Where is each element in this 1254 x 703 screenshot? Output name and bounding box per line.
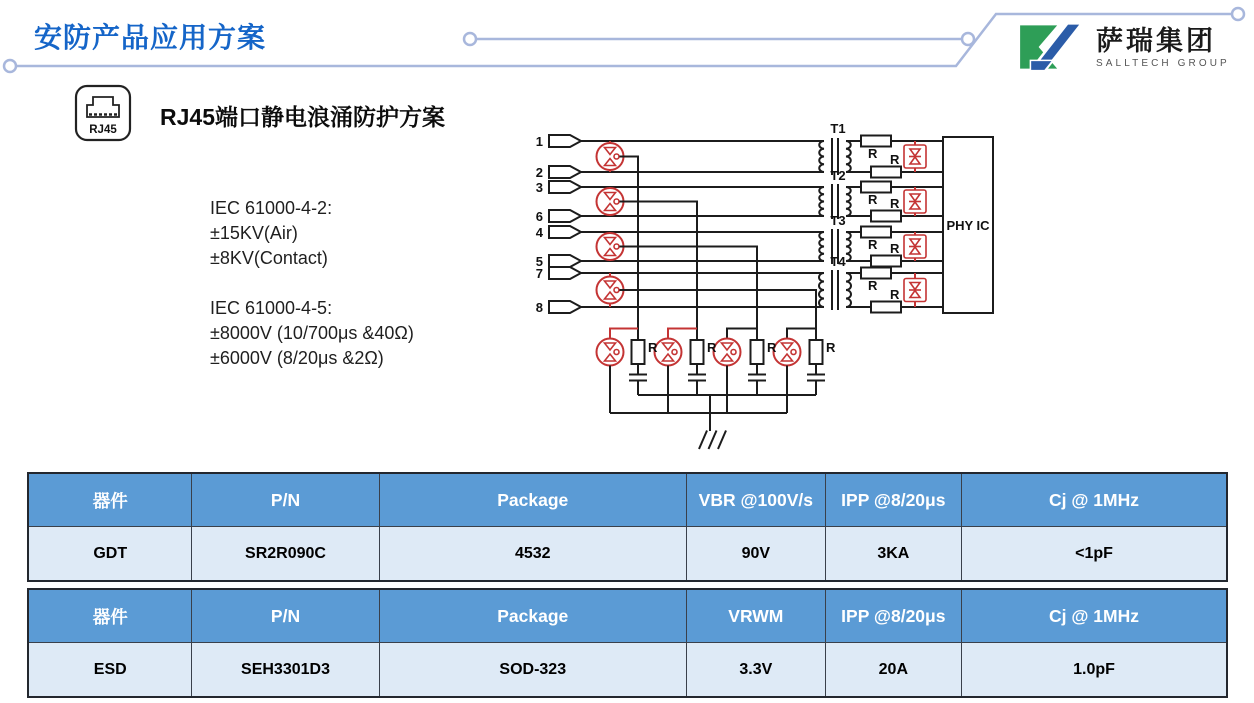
table-cell: 1.0pF — [961, 643, 1227, 698]
transformer-t4 — [819, 254, 851, 310]
column-header: P/N — [192, 473, 379, 527]
rc-branch-4 — [807, 340, 836, 395]
table-cell: 3.3V — [686, 643, 825, 698]
table-cell: SOD-323 — [379, 643, 686, 698]
svg-text:R: R — [868, 146, 878, 161]
t2-secondary-network — [846, 182, 943, 222]
column-header: 器件 — [28, 473, 192, 527]
logo-company-subtitle: SALLTECH GROUP — [1096, 57, 1230, 69]
svg-text:R: R — [826, 340, 836, 355]
circuit-pin-1 — [536, 134, 824, 149]
iec-esd-title: IEC 61000-4-2: — [210, 198, 333, 218]
t1-secondary-network — [846, 136, 943, 178]
svg-text:T2: T2 — [830, 168, 846, 183]
table-cell: SEH3301D3 — [192, 643, 379, 698]
section-heading: RJ45端口静电浪涌防护方案 — [160, 104, 445, 130]
svg-text:T3: T3 — [830, 213, 846, 228]
logo-company-name: 萨瑞集团 — [1096, 25, 1216, 56]
gdt-symbol-pair2 — [597, 187, 624, 216]
svg-text:8: 8 — [535, 300, 543, 315]
transformer-t2 — [819, 168, 850, 219]
column-header: VRWM — [686, 589, 825, 643]
svg-text:R: R — [890, 241, 900, 256]
circuit-pin-3 — [536, 180, 824, 195]
gdt-symbol-pair1 — [597, 141, 624, 172]
column-header: Cj @ 1MHz — [961, 473, 1227, 527]
esd-diode-symbol — [904, 273, 926, 307]
iec-surge-line: ±8000V (10/700μs &40Ω) — [210, 323, 414, 343]
transformer-t1 — [819, 121, 850, 175]
table-cell: SR2R090C — [192, 527, 379, 582]
rc-branch-1 — [629, 340, 658, 395]
iec-surge-title: IEC 61000-4-5: — [210, 298, 333, 318]
column-header: Package — [379, 473, 686, 527]
esd-spec-table — [27, 588, 1228, 698]
esd-diode-symbol — [904, 141, 926, 172]
circuit-pin-2 — [536, 165, 824, 180]
table-cell: 3KA — [825, 527, 961, 582]
svg-text:R: R — [890, 287, 900, 302]
gdt-drop-wire-1 — [620, 157, 639, 341]
svg-text:R: R — [868, 237, 878, 252]
table-cell: 4532 — [379, 527, 686, 582]
column-header: Cj @ 1MHz — [961, 589, 1227, 643]
ground-network — [610, 395, 816, 449]
table-cell: 90V — [686, 527, 825, 582]
table-row — [28, 643, 1227, 698]
gdt-elbow-wire-2 — [668, 329, 697, 339]
table-row — [28, 527, 1227, 582]
circuit-pin-5 — [536, 254, 824, 269]
svg-text:R: R — [868, 192, 878, 207]
bottom-gdt-1 — [597, 339, 624, 414]
column-header: 器件 — [28, 589, 192, 643]
circuit-pin-8 — [536, 300, 824, 315]
svg-text:2: 2 — [535, 165, 543, 180]
circuit-pin-6 — [536, 209, 824, 224]
table-cell: GDT — [28, 527, 192, 582]
svg-text:R: R — [767, 340, 777, 355]
column-header: VBR @100V/s — [686, 473, 825, 527]
svg-text:R: R — [707, 340, 717, 355]
svg-text:R: R — [868, 278, 878, 293]
esd-diode-symbol — [904, 232, 926, 261]
svg-text:4: 4 — [535, 225, 543, 240]
gdt-symbol-pair3 — [597, 232, 624, 261]
gdt-elbow-wire-4 — [787, 329, 816, 339]
bottom-gdt-3 — [714, 339, 741, 414]
iec-esd-line: ±8KV(Contact) — [210, 248, 328, 268]
svg-text:3: 3 — [535, 180, 543, 195]
svg-text:T1: T1 — [830, 121, 846, 136]
column-header: Package — [379, 589, 686, 643]
svg-text:R: R — [890, 152, 900, 167]
svg-text:5: 5 — [535, 254, 543, 269]
column-header: P/N — [192, 589, 379, 643]
rc-branch-2 — [688, 340, 717, 395]
bottom-gdt-2 — [655, 339, 682, 414]
rj45-icon-label: RJ45 — [89, 124, 117, 136]
gdt-symbol-pair4 — [597, 273, 624, 307]
circuit-pin-7 — [536, 266, 824, 281]
phy-ic-block — [943, 137, 993, 313]
iec-surge-line: ±6000V (8/20μs &2Ω) — [210, 348, 384, 368]
rc-branch-3 — [748, 340, 777, 395]
gdt-elbow-wire-3 — [727, 329, 757, 339]
esd-diode-symbol — [904, 187, 926, 216]
svg-text:R: R — [890, 196, 900, 211]
gdt-elbow-wire-1 — [610, 329, 638, 339]
column-header: IPP @8/20μs — [825, 589, 961, 643]
svg-text:7: 7 — [535, 266, 543, 281]
table-cell: 20A — [825, 643, 961, 698]
page-title: 安防产品应用方案 — [34, 22, 267, 53]
circuit-pin-4 — [536, 225, 824, 240]
svg-text:6: 6 — [535, 209, 543, 224]
iec-esd-line: ±15KV(Air) — [210, 223, 298, 243]
table-cell: ESD — [28, 643, 192, 698]
t4-secondary-network — [846, 268, 943, 313]
svg-text:R: R — [648, 340, 658, 355]
table-cell: <1pF — [961, 527, 1227, 582]
svg-text:PHY IC: PHY IC — [946, 218, 990, 233]
gdt-spec-table — [27, 472, 1228, 582]
ground-symbol-icon — [699, 431, 726, 450]
t3-secondary-network — [846, 227, 943, 267]
svg-text:1: 1 — [535, 134, 543, 149]
bottom-gdt-4 — [774, 339, 801, 414]
svg-text:T4: T4 — [830, 254, 846, 269]
column-header: IPP @8/20μs — [825, 473, 961, 527]
gdt-drop-wire-2 — [620, 202, 698, 341]
